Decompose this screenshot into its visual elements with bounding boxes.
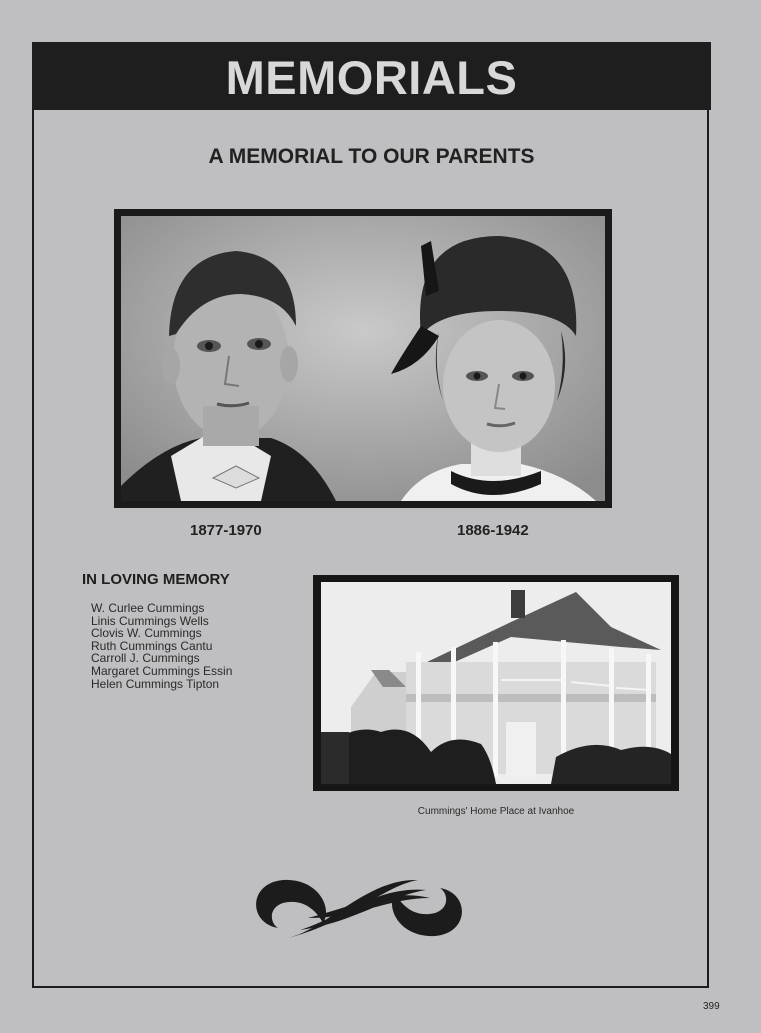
mother-years: 1886-1942 (457, 522, 529, 539)
in-loving-memory-heading: IN LOVING MEMORY (82, 571, 230, 588)
list-item: Margaret Cummings Essin (91, 663, 233, 678)
list-item: Linis Cummings Wells (91, 613, 209, 628)
list-item: Carroll J. Cummings (91, 651, 200, 666)
list-item: W. Curlee Cummings (91, 601, 205, 615)
parents-portrait (114, 209, 612, 508)
portrait-illustration (121, 216, 605, 501)
father-years: 1877-1970 (190, 522, 262, 539)
page-number: 399 (703, 1001, 720, 1012)
list-item: Helen Cummings Tipton (91, 676, 220, 691)
home-place-photo (313, 575, 679, 791)
house-caption: Cummings' Home Place at Ivanhoe (417, 806, 575, 817)
page-title: MEMORIALS (225, 51, 518, 104)
portrait-photo (121, 216, 605, 501)
header-bar (32, 42, 711, 110)
house-photo (321, 582, 671, 784)
memorial-subtitle: A MEMORIAL TO OUR PARENTS (208, 145, 535, 168)
names-list (91, 602, 232, 690)
page-border (32, 42, 709, 988)
list-item: Ruth Cummings Cantu (91, 638, 213, 653)
flourish-ornament-icon (248, 868, 470, 948)
list-item: Clovis W. Cummings (91, 626, 202, 641)
house-illustration (321, 582, 671, 784)
